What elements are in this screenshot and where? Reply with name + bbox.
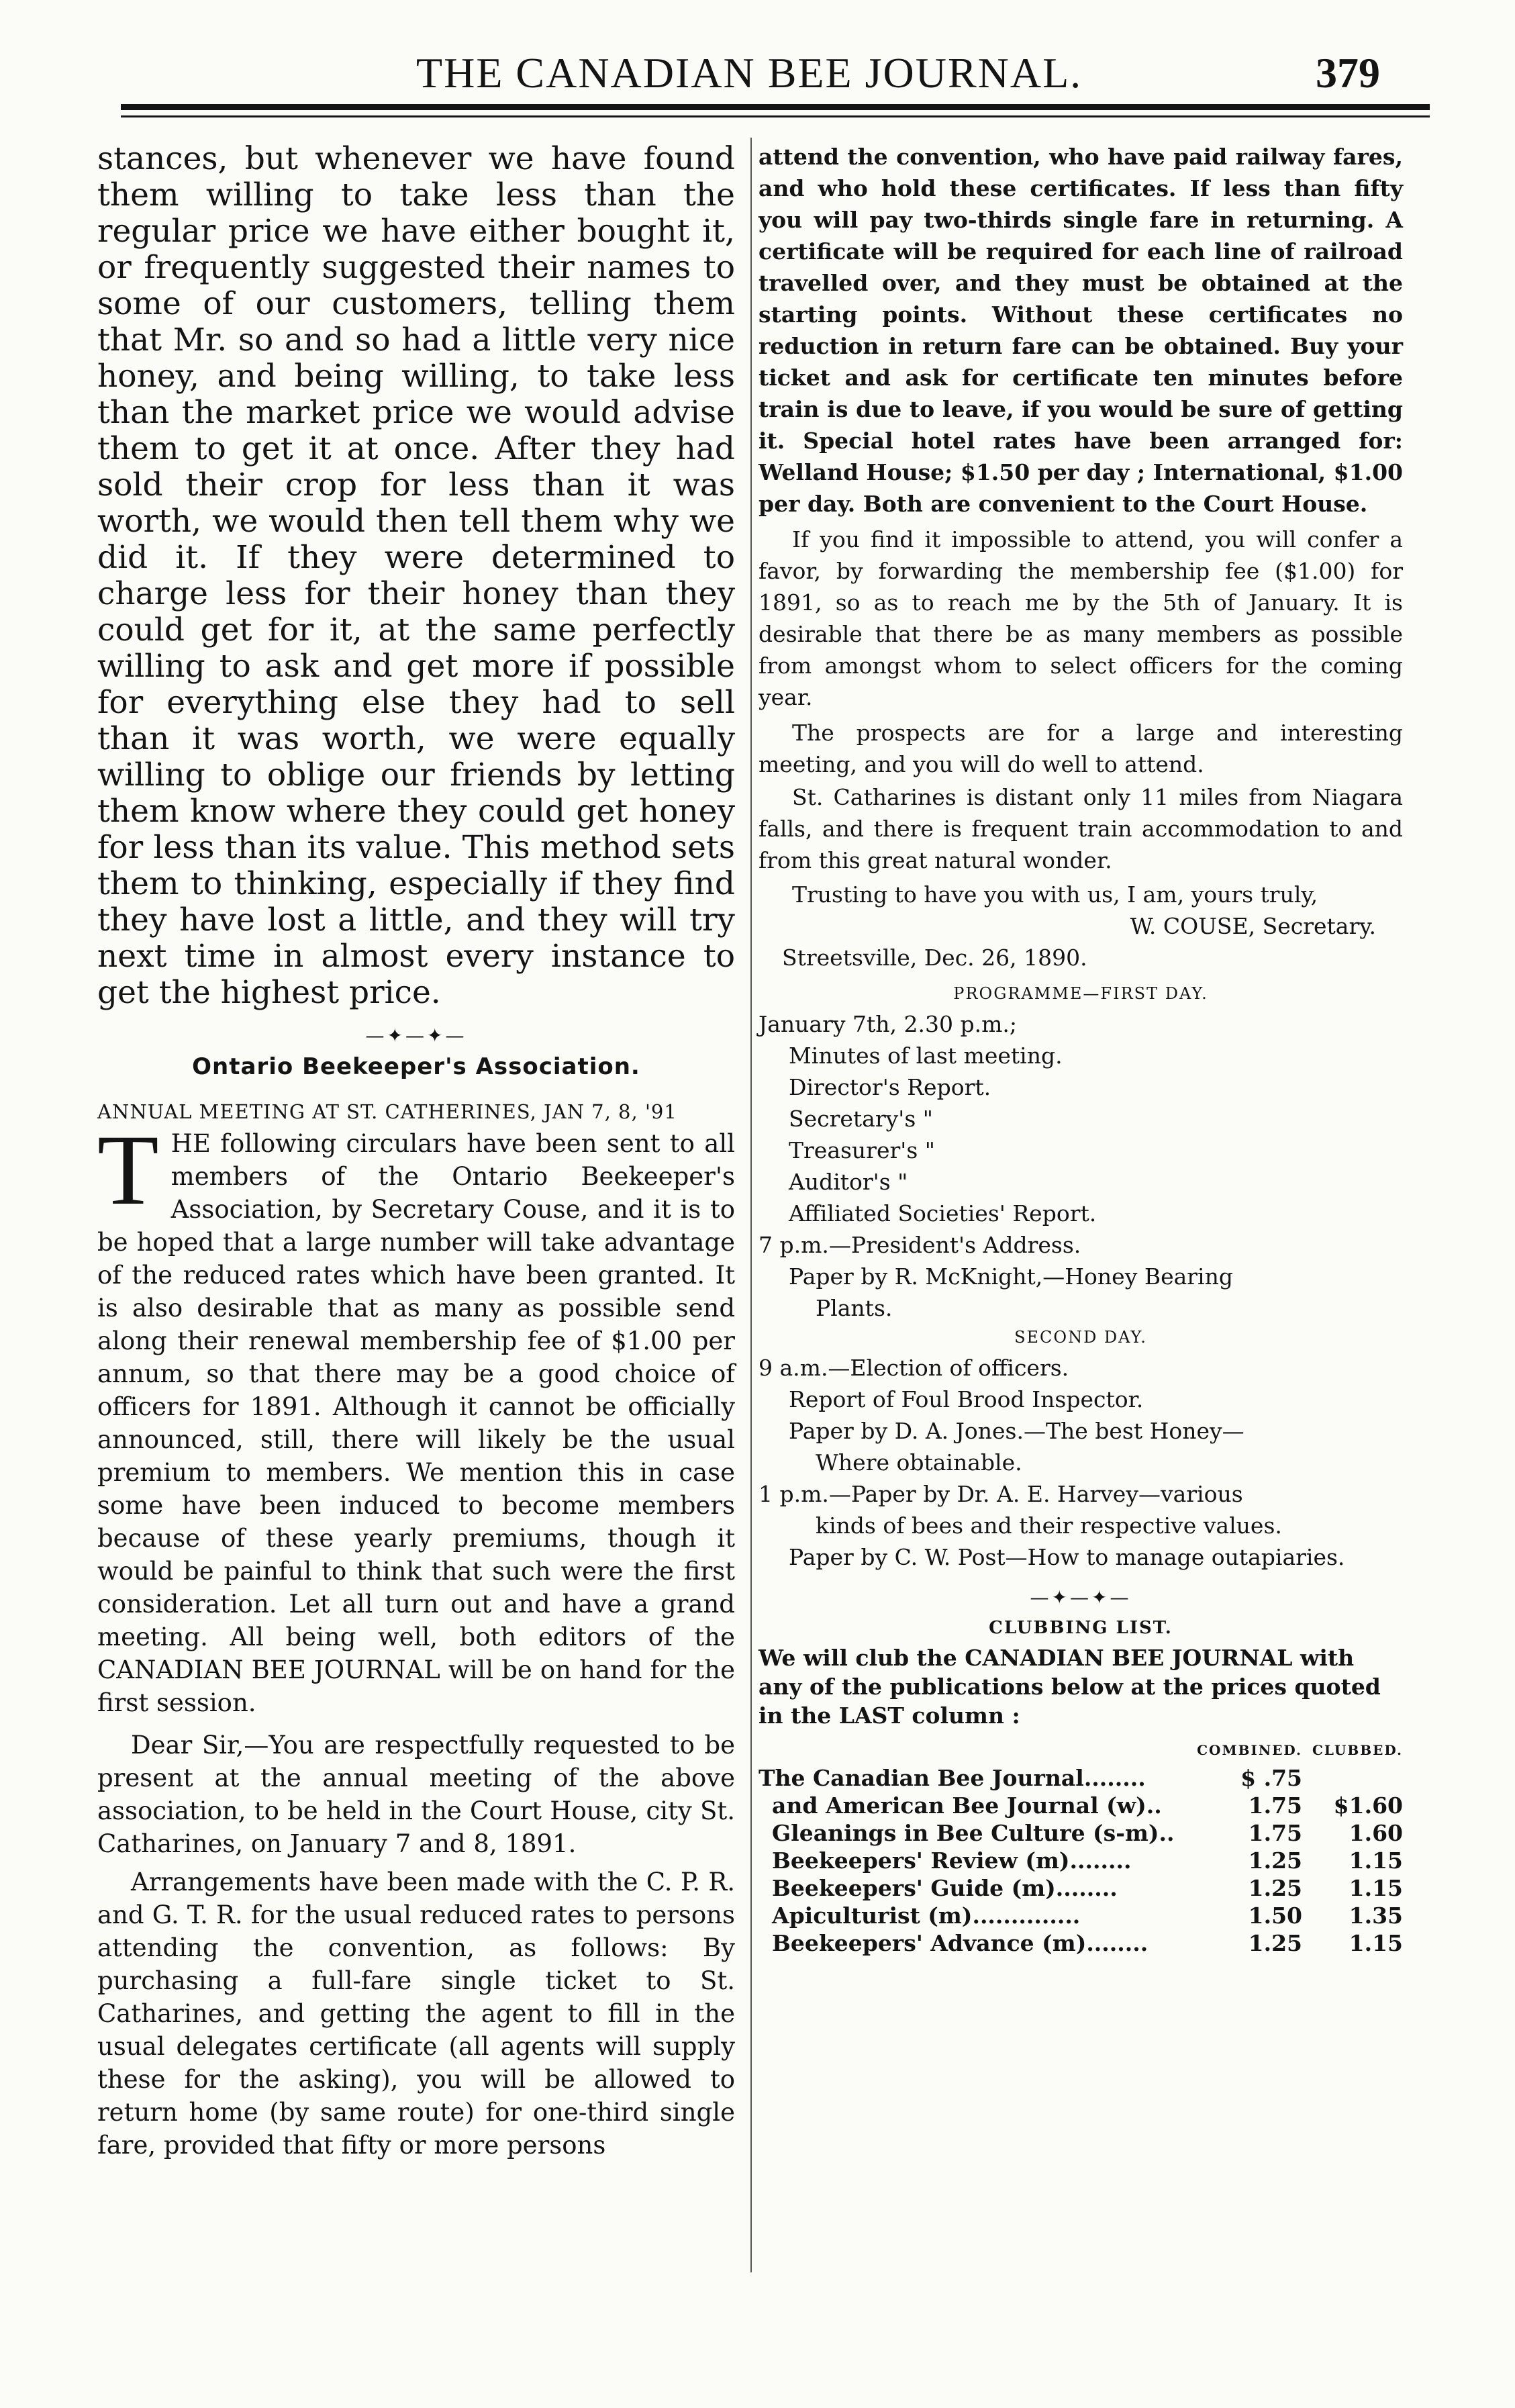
programme-first-day [759,1008,1403,1324]
paragraph-membership: If you find it impossible to attend, you will confer a favor, by forwarding the membership fee ($1.00) for 1891, so as to reach me by the 5th of January. It is desirable that there be as many members as possible from amongst whom to select officers for the coming year. [759,526,1403,710]
programme-line: kinds of bees and their respective values. [816,1512,1282,1539]
programme-line: Paper by R. McKnight,—Honey Bearing [789,1263,1233,1290]
publication-name: Gleanings in Bee Culture (s-m).. [772,1820,1175,1846]
annual-meeting-line: ANNUAL MEETING AT ST. CATHERINES, JAN 7, 8, '91 [97,1100,677,1123]
column-divider [750,138,752,2272]
programme-line: 9 a.m.—Election of officers. [759,1355,1069,1381]
paragraph-niagara: St. Catharines is distant only 11 miles from Niagara falls, and there is frequent train accommodation to and from this great natural wonder. [759,784,1403,873]
combined-price: $ .75 [1240,1765,1302,1791]
combined-price: 1.75 [1248,1820,1302,1846]
programme-second-day [759,1352,1403,1573]
programme-line: 7 p.m.—President's Address. [759,1232,1081,1258]
programme-second-day-heading: SECOND DAY. [1014,1328,1147,1347]
programme-line: Report of Foul Brood Inspector. [789,1386,1144,1412]
clubbing-header-row [759,1737,1403,1764]
paragraph-circulars: HE following circulars have been sent to all members of the Ontario Beekeeper's Association, by Secretary Couse, and it is to be hoped that a large number will take advantage of the reduced rates which have been granted. It is also desirable that as many as possible send along their renewal membership fee of $1.00 per annum, so that there may be a good choice of officers for 1891. Although it cannot be officially announced, still, there will likely be the usual premium to members. We mention this in case some have been induced to become members because of these yearly premiums, though it would be painful to think that such were the first consideration. Let all turn out and have a grand meeting. All being well, both editors of the CANADIAN BEE JOURNAL will be on hand for the first session. [97,1129,735,1717]
clubbing-table [759,1737,1403,1957]
programme-line: Director's Report. [789,1074,991,1100]
combined-price: 1.25 [1248,1930,1302,1956]
left-column [97,141,735,2162]
programme-line: Paper by C. W. Post—How to manage outapiaries. [789,1544,1345,1570]
programme-line: Plants. [816,1295,893,1321]
clubbed-price: 1.15 [1349,1875,1403,1901]
journal-title: THE CANADIAN BEE JOURNAL. [416,49,1083,97]
programme-line: Affiliated Societies' Report. [789,1200,1097,1226]
table-row [759,1902,1403,1929]
table-row [759,1847,1403,1874]
page-number: 379 [1316,49,1380,97]
table-row [759,1874,1403,1902]
clubbing-ornament: —✦—✦— [1030,1586,1132,1608]
signature: W. COUSE, Secretary. [1130,913,1376,939]
header-rule-thick [121,104,1430,110]
combined-price: 1.25 [1248,1875,1302,1901]
col-head-clubbed: CLUBBED. [1312,1742,1403,1758]
programme-line: January 7th, 2.30 p.m.; [759,1011,1017,1037]
clubbed-price: 1.60 [1349,1820,1403,1846]
publication-name: The Canadian Bee Journal........ [759,1765,1146,1791]
clubbing-intro: We will club the CANADIAN BEE JOURNAL with any of the publications below at the prices quoted in the LAST column : [759,1645,1381,1729]
clubbed-price: $1.60 [1333,1792,1403,1819]
section-ornament: —✦—✦— [365,1024,467,1047]
section-title: Ontario Beekeeper's Association. [192,1053,640,1080]
publication-name: Beekeepers' Review (m)........ [772,1847,1132,1874]
programme-first-day-heading: PROGRAMME—FIRST DAY. [953,984,1208,1003]
table-row [759,1819,1403,1847]
clubbed-price: 1.35 [1349,1903,1403,1929]
lead-paragraph: stances, but whenever we have found them willing to take less than the regular price we have either bought it, or frequently suggested their names to some of our customers, telling them that Mr. so and so had a little very nice honey, and being willing, to take less than the market price we would advise them to get it at once. After they had sold their crop for less than it was worth, we would then tell them why we did it. If they were determined to charge less for their honey than they could get for it, at the same perfectly willing to ask and get more if possible for everything else they had to sell than it was worth, we were equally willing to oblige our friends by letting them know where they could get honey for less than its value. This method sets them to thinking, especially if they find they have lost a little, and they will try next time in almost every instance to get the highest price. [97,140,735,1011]
programme-line: Treasurer's " [789,1137,935,1163]
programme-line: Auditor's " [789,1169,908,1195]
clubbed-price: 1.15 [1349,1930,1403,1956]
col-head-combined: COMBINED. [1197,1742,1302,1758]
page-header [0,34,1515,107]
clubbed-price: 1.15 [1349,1847,1403,1874]
combined-price: 1.75 [1248,1792,1302,1819]
clubbed-price [1302,1764,1403,1792]
programme-line: Secretary's " [789,1106,933,1132]
place-date: Streetsville, Dec. 26, 1890. [782,945,1087,971]
paragraph-convention: attend the convention, who have paid railway fares, and who hold these certificates. If less than fifty you will pay two-thirds single fare in returning. A certificate will be required for each line of railroad travelled over, and they must be obtained at the starting points. Without these certificates no reduction in return fare can be obtained. Buy your ticket and ask for certificate ten minutes before train is due to leave, if you would be sure of getting it. Special hotel rates have been arranged for: Welland House; $1.50 per day ; International, $1.00 per day. Both are convenient to the Court House. [759,144,1403,517]
programme-line: Minutes of last meeting. [789,1043,1063,1069]
publication-name: Beekeepers' Guide (m)........ [772,1875,1118,1901]
paragraph-prospects: The prospects are for a large and interesting meeting, and you will do well to attend. [759,720,1403,777]
drop-cap: T [97,1114,159,1226]
table-row [759,1764,1403,1792]
programme-line: 1 p.m.—Paper by Dr. A. E. Harvey—various [759,1481,1243,1507]
publication-name: and American Bee Journal (w).. [772,1792,1162,1819]
paragraph-dear-sir: Dear Sir,—You are respectfully requested to be present at the annual meeting of the above association, to be held in the Court House, city St. Catharines, on January 7 and 8, 1891. [97,1731,735,1858]
paragraph-trusting: Trusting to have you with us, I am, yours truly, [792,881,1318,908]
combined-price: 1.25 [1248,1847,1302,1874]
table-row [759,1792,1403,1819]
paragraph-arrangements: Arrangements have been made with the C. P. R. and G. T. R. for the usual reduced rates to persons attending the convention, as follows: By purchasing a full-fare single ticket to St. Catharines, and getting the agent to fill in the usual delegates certificate (all agents will supply these for the asking), you will be allowed to return home (by same route) for one-third single fare, provided that fifty or more persons [97,1868,735,2160]
combined-price: 1.50 [1248,1903,1302,1929]
right-column [759,141,1403,1957]
publication-name: Apiculturist (m).............. [772,1903,1081,1929]
programme-line: Paper by D. A. Jones.—The best Honey— [789,1418,1244,1444]
clubbing-title: CLUBBING LIST. [989,1618,1173,1638]
programme-line: Where obtainable. [816,1449,1022,1476]
publication-name: Beekeepers' Advance (m)........ [772,1930,1149,1956]
header-rule-thin [121,115,1430,117]
table-row [759,1929,1403,1957]
